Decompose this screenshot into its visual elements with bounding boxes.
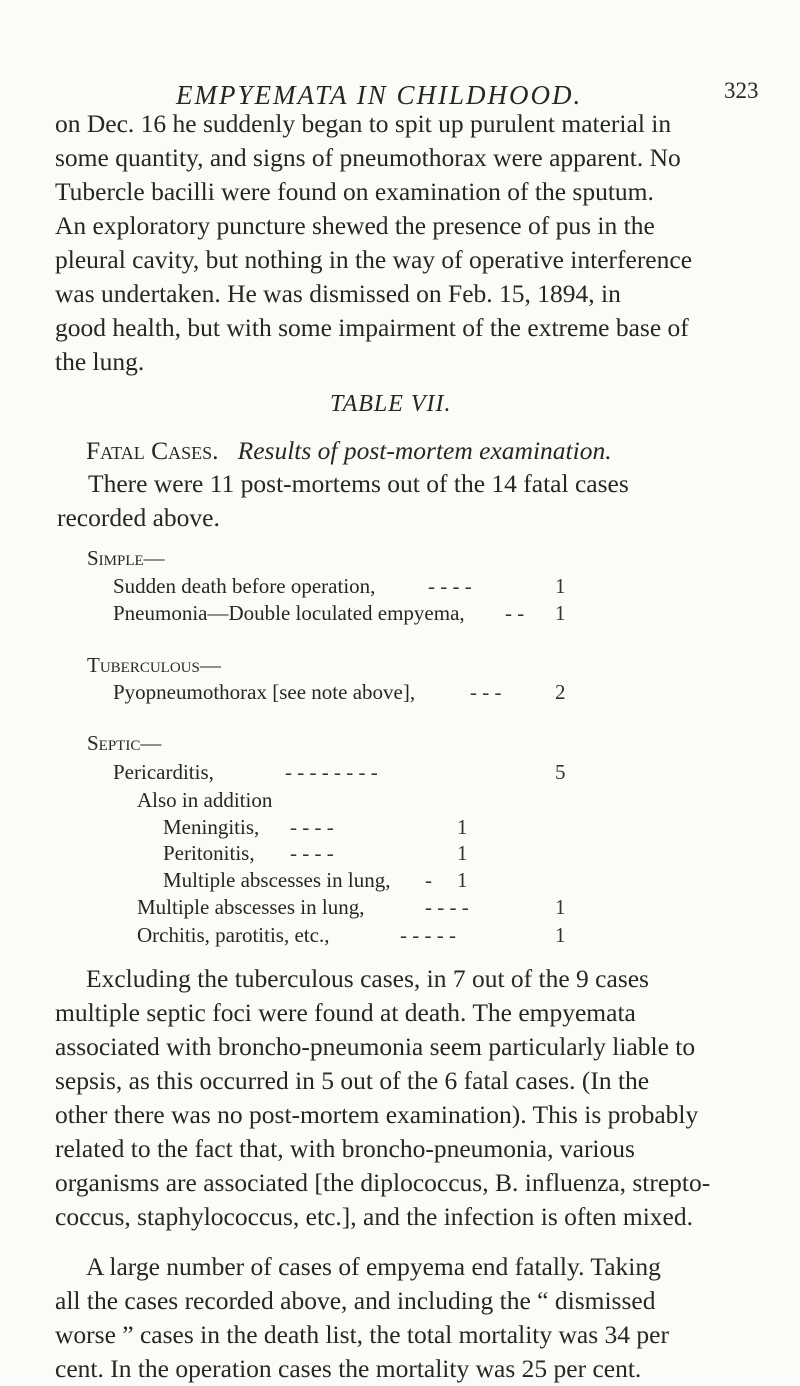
table-row-label: Peritonitis, [163, 841, 255, 865]
text-line: pleural cavity, but nothing in the way of operative interference [55, 245, 693, 274]
running-head: EMPYEMATA IN CHILDHOOD. [176, 80, 583, 110]
text-line: other there was no post-mortem examination). This is probably [55, 1100, 699, 1129]
text-line: associated with broncho-pneumonia seem particularly liable to [55, 1032, 696, 1061]
table-row-label: Multiple abscesses in lung, [137, 895, 365, 919]
text-line: Excluding the tuberculous cases, in 7 out of the 9 cases [86, 964, 649, 993]
table-row-label: Meningitis, [163, 815, 260, 839]
leader-dashes: - - - - [290, 841, 334, 865]
leader-dashes: - - [505, 601, 525, 625]
row-count: 1 [555, 895, 566, 919]
table-subheading: Also in addition [137, 788, 273, 812]
text-line: An exploratory puncture shewed the presence of pus in the [55, 211, 655, 240]
row-count: 2 [555, 680, 566, 704]
leader-dashes: - - - - [425, 895, 469, 919]
text-line: related to the fact that, with broncho-pneumonia, various [55, 1134, 635, 1163]
table-row-label: Multiple abscesses in lung, [163, 868, 391, 892]
text-line: multiple septic foci were found at death. The empyemata [55, 998, 636, 1027]
table-intro-line: There were 11 post-mortems out of the 14 fatal cases [88, 469, 629, 498]
section-heading-tuberculous: Tuberculous— [87, 653, 221, 677]
row-count: 5 [555, 760, 566, 784]
text-line: Tubercle bacilli were found on examination of the sputum. [55, 177, 654, 206]
text-line: all the cases recorded above, and including the “ dismissed [55, 1286, 656, 1315]
text-line: some quantity, and signs of pneumothorax were apparent. No [55, 143, 681, 172]
leader-dashes: - - - - [428, 574, 472, 598]
caption-italic: Results of post-mortem examination. [237, 436, 612, 465]
text-line: cent. In the operation cases the mortality was 25 per cent. [55, 1354, 642, 1383]
leader-dashes: - - - - [290, 815, 334, 839]
table-row-label: Pericarditis, [113, 760, 214, 784]
table-row-label: Orchitis, parotitis, etc., [137, 923, 330, 947]
caption-label: Fatal Cases. [86, 436, 219, 465]
text-line: worse ” cases in the death list, the total mortality was 34 per [55, 1320, 669, 1349]
table-intro-line: recorded above. [57, 503, 220, 532]
text-line: organisms are associated [the diplococcus, B. influenza, strepto- [55, 1168, 711, 1197]
row-count: 1 [555, 574, 566, 598]
text-line: coccus, staphylococcus, etc.], and the infection is often mixed. [55, 1202, 693, 1231]
leader-dashes: - - - [470, 680, 502, 704]
row-count: 1 [555, 923, 566, 947]
table-row-label: Sudden death before operation, [113, 574, 376, 598]
row-count: 1 [457, 841, 468, 865]
table-caption [86, 434, 612, 468]
section-heading-septic: Septic— [87, 731, 162, 755]
row-count: 1 [457, 815, 468, 839]
leader-dashes: - - - - - - - - [285, 760, 378, 784]
text-line: sepsis, as this occurred in 5 out of the 6 fatal cases. (In the [55, 1066, 650, 1095]
text-line: the lung. [55, 347, 145, 376]
leader-dashes: - [425, 868, 432, 892]
table-row-label: Pyopneumothorax [see note above], [113, 680, 416, 704]
page-number: 323 [724, 78, 759, 103]
table-title: TABLE VII. [330, 391, 452, 417]
text-line: good health, but with some impairment of the extreme base of [55, 313, 689, 342]
text-line: A large number of cases of empyema end fatally. Taking [86, 1252, 661, 1281]
row-count: 1 [555, 601, 566, 625]
table-row-label: Pneumonia—Double loculated empyema, [113, 601, 465, 625]
leader-dashes: - - - - - [400, 923, 456, 947]
text-line: on Dec. 16 he suddenly began to spit up purulent material in [55, 109, 672, 138]
text-line: was undertaken. He was dismissed on Feb. 15, 1894, in [55, 279, 621, 308]
row-count: 1 [457, 868, 468, 892]
section-heading-simple: Simple— [87, 546, 165, 570]
